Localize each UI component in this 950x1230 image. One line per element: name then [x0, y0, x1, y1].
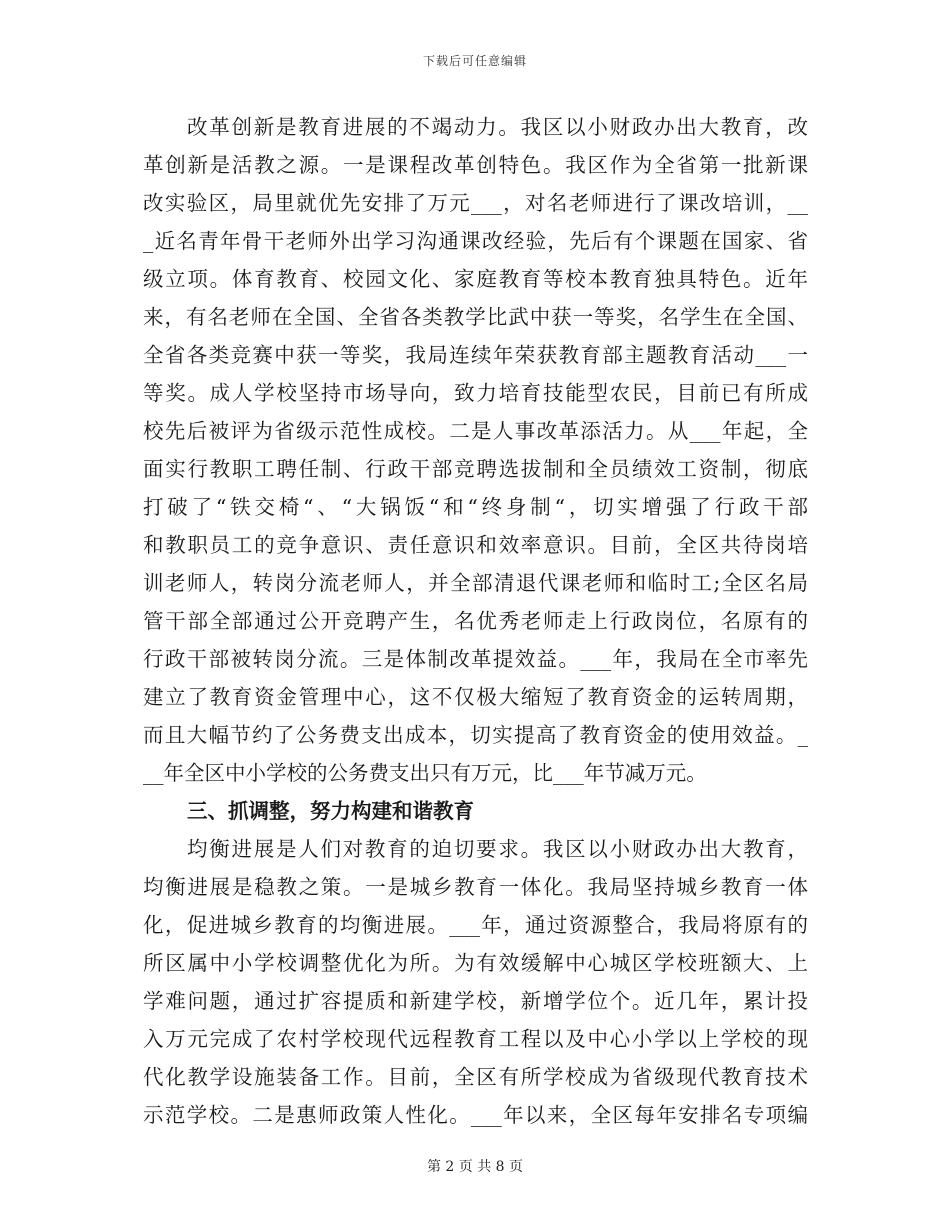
paragraph-line: 级立项。体育教育、校园文化、家庭教育等校本教育独具特色。近年	[143, 267, 808, 291]
paragraph-line: 学难问题，通过扩容提质和新建学校，新增学位个。近几年，累计投	[143, 989, 808, 1013]
paragraph-line: 建立了教育资金管理中心，这不仅极大缩短了教育资金的运转周期，	[143, 685, 808, 709]
paragraph-line: __年全区中小学校的公务费支出只有万元，比___年节减万元。	[143, 761, 707, 785]
paragraph-line: 行政干部被转岗分流。三是体制改革提效益。___年，我局在全市率先	[143, 647, 808, 671]
paragraph-line: 化，促进城乡教育的均衡进展。___年，通过资源整合，我局将原有的	[143, 913, 808, 937]
document-body	[143, 108, 808, 1134]
paragraph-line: 代化教学设施装备工作。目前，全区有所学校成为省级现代教育技术	[143, 1065, 808, 1089]
paragraph-line: 入万元完成了农村学校现代远程教育工程以及中心小学以上学校的现	[143, 1027, 808, 1051]
paragraph-line: 均衡进展是稳教之策。一是城乡教育一体化。我局坚持城乡教育一体	[143, 875, 808, 899]
section-heading: 三、抓调整，努力构建和谐教育	[187, 799, 474, 823]
page-number: 第 2 页 共 8 页	[426, 1159, 524, 1175]
paragraph-line: 来，有名老师在全国、全省各类教学比武中获一等奖，名学生在全国、	[143, 305, 808, 329]
paragraph-line: 管干部全部通过公开竞聘产生，名优秀老师走上行政岗位，名原有的	[143, 609, 808, 633]
paragraph-line: 均衡进展是人们对教育的迫切要求。我区以小财政办出大教育，	[187, 837, 808, 861]
paragraph-line: 面实行教职工聘任制、行政干部竞聘选拔制和全员绩效工资制，彻底	[143, 457, 808, 481]
paragraph-line: 训老师人，转岗分流老师人，并全部清退代课老师和临时工;全区名局	[143, 571, 808, 595]
paragraph-line: 等奖。成人学校坚持市场导向，致力培育技能型农民，目前已有所成	[143, 381, 808, 405]
paragraph-line: 所区属中小学校调整优化为所。为有效缓解中心城区学校班额大、上	[143, 951, 808, 975]
paragraph-line: 革创新是活教之源。一是课程改革创特色。我区作为全省第一批新课	[143, 153, 808, 177]
paragraph-line: 和教职员工的竞争意识、责任意识和效率意识。目前，全区共待岗培	[143, 533, 808, 557]
paragraph-line: 而且大幅节约了公务费支出成本，切实提高了教育资金的使用效益。_	[143, 723, 808, 747]
paragraph-line: 示范学校。二是惠师政策人性化。___年以来，全区每年安排名专项编	[143, 1103, 808, 1127]
page-header: 下载后可任意编辑	[422, 54, 527, 68]
paragraph-line: 打破了“铁交椅“、“大锅饭“和“终身制“，切实增强了行政干部	[143, 495, 808, 519]
paragraph-line: 改革创新是教育进展的不竭动力。我区以小财政办出大教育，改	[187, 115, 808, 139]
paragraph-line: _近名青年骨干老师外出学习沟通课改经验，先后有个课题在国家、省	[143, 229, 808, 253]
paragraph-line: 全省各类竞赛中获一等奖，我局连续年荣获教育部主题教育活动___一	[143, 343, 808, 367]
paragraph-line: 校先后被评为省级示范性成校。二是人事改革添活力。从___年起，全	[143, 419, 808, 443]
paragraph-line: 改实验区，局里就优先安排了万元___，对名老师进行了课改培训，__	[143, 191, 808, 215]
